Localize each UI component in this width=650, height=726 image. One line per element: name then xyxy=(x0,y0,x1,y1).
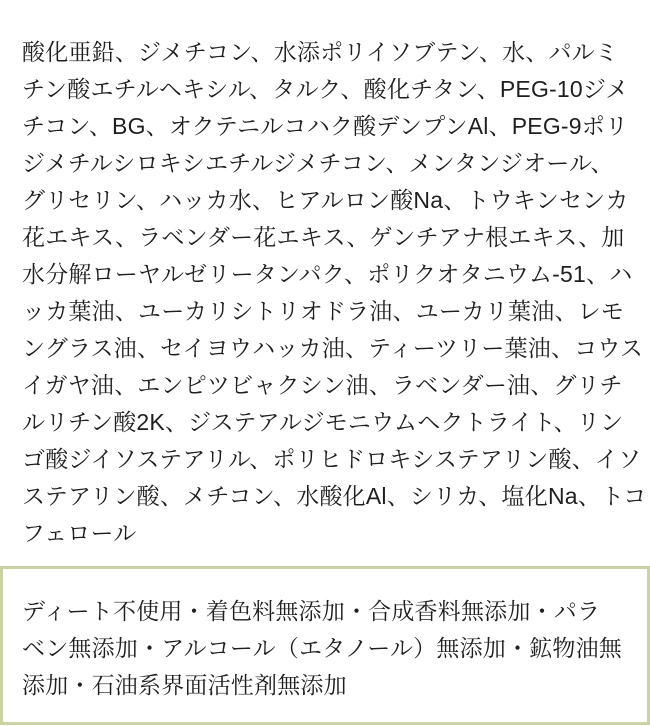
ingredients-line: ジメチルシロキシエチルジメチコン、メンタンジオール、 xyxy=(22,150,614,176)
ingredients-line: ステアリン酸、メチコン、水酸化Al、シリカ、塩化Na、トコ xyxy=(22,483,647,509)
ingredients-line: 酸化亜鉛、ジメチコン、水添ポリイソブテン、水、パルミ xyxy=(22,39,619,65)
ingredients-line: グリセリン、ハッカ水、ヒアルロン酸Na、トウキンセンカ xyxy=(22,187,629,213)
ingredients-line: ゴ酸ジイソステアリル、ポリヒドロキシステアリン酸、イソ xyxy=(22,446,642,472)
ingredients-line: ングラス油、セイヨウハッカ油、ティーツリー葉油、コウス xyxy=(22,335,644,361)
ingredients-line: 花エキス、ラベンダー花エキス、ゲンチアナ根エキス、加 xyxy=(22,224,625,250)
claims-line: ディート不使用・着色料無添加・合成香料無添加・パラ xyxy=(22,598,601,624)
additive-free-claims-box xyxy=(0,566,650,725)
ingredients-line: チコン、BG、オクテニルコハク酸デンプンAl、PEG-9ポリ xyxy=(22,113,629,139)
ingredients-line: チン酸エチルヘキシル、タルク、酸化チタン、PEG-10ジメ xyxy=(22,76,629,102)
claims-line: ベン無添加・アルコール（エタノール）無添加・鉱物油無 xyxy=(22,635,622,661)
ingredients-line: フェロール xyxy=(22,520,137,546)
ingredients-line: ルリチン酸2K、ジステアルジモニウムヘクトライト、リン xyxy=(22,409,624,435)
ingredients-line: 水分解ローヤルゼリータンパク、ポリクオタニウム-51、ハ xyxy=(22,261,633,287)
ingredients-line: イガヤ油、エンピツビャクシン油、ラベンダー油、グリチ xyxy=(22,372,623,398)
claims-line: 添加・石油系界面活性剤無添加 xyxy=(22,672,347,698)
ingredients-line: ッカ葉油、ユーカリシトリオドラ油、ユーカリ葉油、レモ xyxy=(22,298,625,324)
